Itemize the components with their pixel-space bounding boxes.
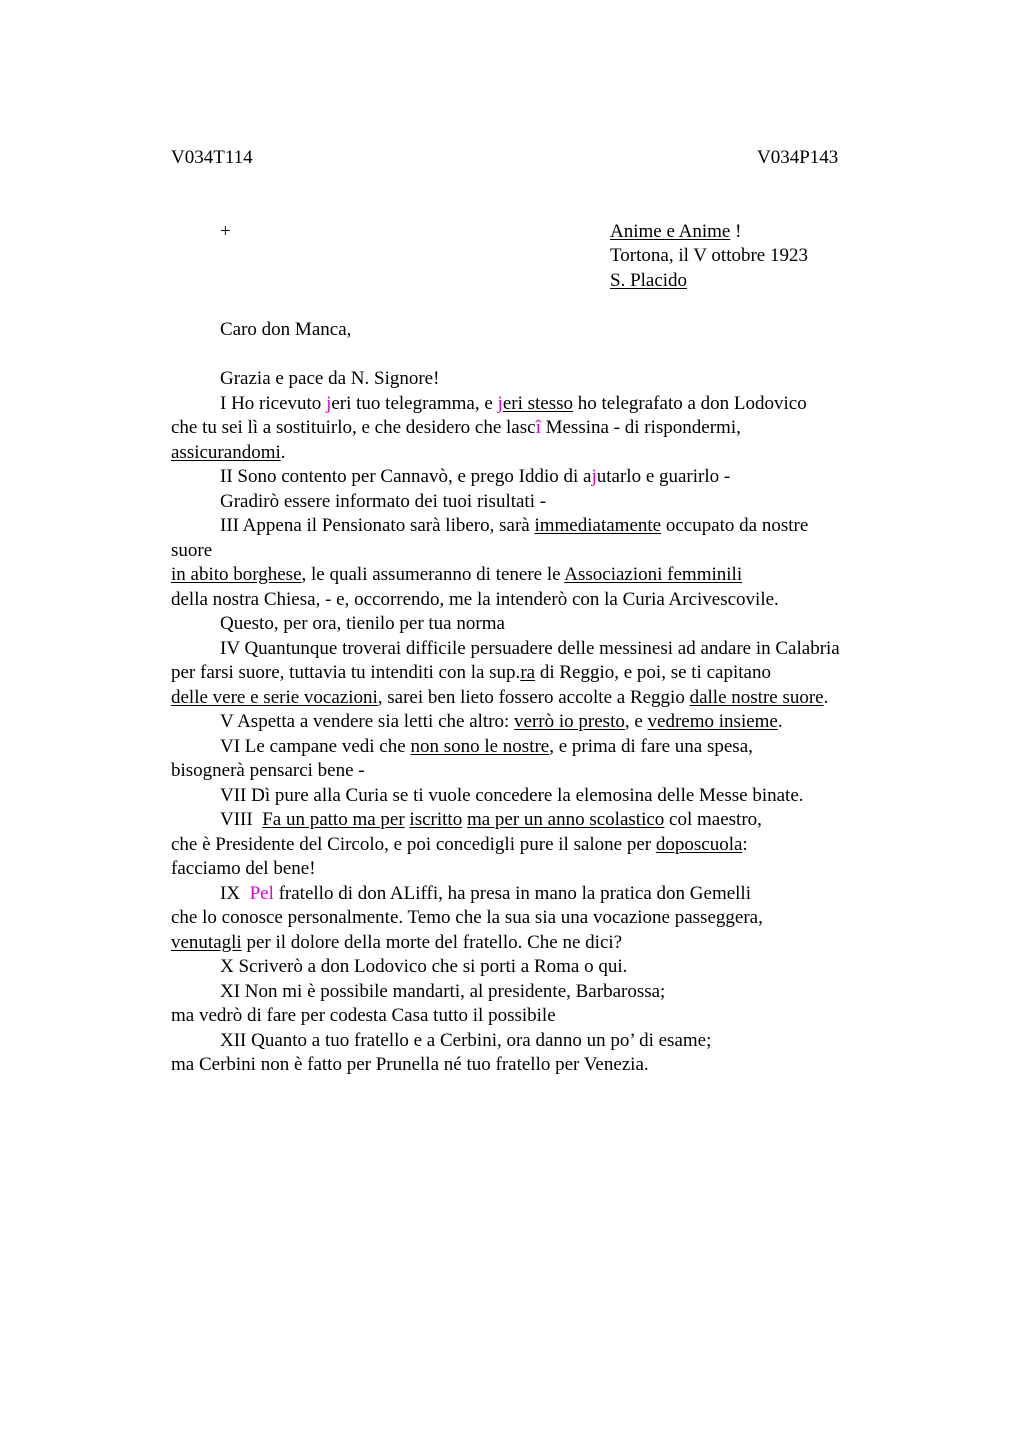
underlined-phrase: doposcuola (655, 833, 743, 855)
paragraph-12-line-2: ma Cerbini non è fatto per Prunella né tuo fratello per Venezia. (171, 1054, 649, 1075)
salutation: Caro don Manca, (220, 319, 352, 340)
highlighted-letter: j (326, 392, 332, 414)
paragraph-7-line-1: VII Dì pure alla Curia se ti vuole concedere la elemosina delle Messe binate. (220, 784, 804, 806)
paragraph-2-line-1 (171, 465, 931, 490)
underlined-phrase: delle vere e serie vocazioni (171, 686, 378, 708)
paragraph-11-line-1: XI Non mi è possibile mandarti, al presidente, Barbarossa; (220, 980, 666, 1002)
paragraph-3-line-4: della nostra Chiesa, - e, occorrendo, me la intenderò con la Curia Arcivescovile. (171, 588, 779, 610)
underlined-phrase: verrò io presto (514, 711, 625, 732)
paragraph-3-line-3 (171, 563, 931, 588)
paragraph-9-line-1 (171, 882, 931, 907)
text-run: occupato da nostre (661, 515, 809, 536)
text-run: col maestro, (664, 809, 762, 830)
underlined-phrase: ma per un anno scolastico (466, 809, 665, 830)
paragraph-1-line-2 (171, 416, 931, 441)
saint-day (610, 269, 687, 294)
underlined-phrase: in abito borghese (171, 564, 302, 585)
letter-body (171, 367, 931, 1078)
text-run: . (777, 711, 783, 732)
underlined-phrase: vedremo insieme (647, 711, 778, 732)
highlighted-letter: î (535, 417, 541, 438)
text-run: II Sono contento per Cannavò, e prego Iddio di a (220, 466, 592, 487)
paragraph-3-line-1 (171, 514, 931, 539)
text-run: . (280, 441, 286, 463)
paragraph-4-line-2 (171, 661, 931, 686)
paragraph-3-line-5: Questo, per ora, tienilo per tua norma (220, 613, 505, 634)
paragraph-8-line-2 (171, 833, 931, 858)
text-run: ho telegrafato a don Lodovico (573, 392, 807, 414)
place-date: Tortona, il V ottobre 1923 (610, 245, 808, 266)
highlighted-letter: j (591, 466, 597, 487)
text-run: Messina - di rispondermi, (540, 417, 741, 438)
text-run: fratello di don ALiffi, ha presa in mano la pratica don Gemelli (273, 882, 751, 904)
paragraph-8-line-1 (171, 808, 931, 833)
paragraph-6-line-1 (171, 735, 931, 760)
paragraph-12-line-1: XII Quanto a tuo fratello e a Cerbini, ora danno un po’ di esame; (220, 1029, 712, 1051)
text-run: V Aspetta a vendere sia letti che altro: (220, 711, 515, 732)
text-run: I Ho ricevuto (220, 392, 327, 414)
document-code-right: V034P143 (757, 147, 839, 168)
underlined-phrase: non sono le nostre (410, 735, 550, 757)
motto (610, 220, 741, 245)
paragraph-4-line-3 (171, 686, 931, 711)
underlined-phrase: iscritto (409, 809, 463, 830)
paragraph-6-line-2: bisognerà pensarci bene - (171, 760, 365, 781)
underlined-phrase: assicurandomi (171, 441, 281, 463)
paragraph-5-line-1 (171, 710, 931, 735)
text-run: per il dolore della morte del fratello. Che ne dici? (241, 931, 623, 953)
paragraph-3-line-2: suore (171, 539, 213, 561)
paragraph-11-line-2: ma vedrò di fare per codesta Casa tutto il possibile (171, 1005, 556, 1026)
text-run: di Reggio, e poi, se ti capitano (535, 662, 771, 683)
underlined-phrase: dalle nostre suore (689, 686, 824, 708)
paragraph-4-line-1: IV Quantunque troverai difficile persuadere delle messinesi ad andare in Calabria (220, 637, 840, 659)
motto-underlined: Anime e Anime (610, 221, 731, 242)
paragraph-8-line-3: facciamo del bene! (171, 858, 316, 879)
highlighted-word: Pel (249, 882, 274, 904)
text-run: , le quali assumeranno di tenere le (301, 564, 565, 585)
text-run: IX (220, 882, 250, 904)
text-run: utarlo e guarirlo - (596, 466, 731, 487)
paragraph-9-line-3 (171, 931, 931, 956)
paragraph-1-line-1 (171, 392, 931, 417)
text-run: eri stesso (502, 392, 573, 414)
document-code-left: V034T114 (171, 147, 253, 168)
underlined-phrase: Fa un patto ma per (262, 809, 405, 830)
paragraph-2-line-2: Gradirò essere informato dei tuoi risultati - (220, 490, 547, 512)
underlined-phrase: venutagli (171, 931, 242, 953)
underlined-phrase (498, 393, 573, 414)
text-run: VIII (220, 809, 263, 830)
text-run: : (742, 833, 748, 855)
paragraph-10-line-1: X Scriverò a don Lodovico che si porti a Roma o qui. (220, 956, 628, 977)
highlighted-letter: j (497, 392, 503, 414)
text-run: , e (624, 711, 648, 732)
underlined-abbreviation: ra (520, 662, 536, 683)
greeting: Grazia e pace da N. Signore! (220, 368, 440, 389)
paragraph-9-line-2: che lo conosce personalmente. Temo che la sua sia una vocazione passeggera, (171, 907, 763, 928)
paragraph-1-line-3 (171, 441, 931, 466)
text-run: eri tuo telegramma, e (331, 392, 498, 414)
cross-mark: + (220, 221, 231, 242)
text-run: III Appena il Pensionato sarà libero, sarà (220, 515, 535, 536)
text-run: , sarei ben lieto fossero accolte a Reggio (377, 686, 690, 708)
text-run: che tu sei lì a sostituirlo, e che desidero che lasc (171, 417, 536, 438)
text-run: che è Presidente del Circolo, e poi concedigli pure il salone per (171, 833, 656, 855)
text-run: , e prima di fare una spesa, (549, 735, 753, 757)
underlined-phrase: immediatamente (534, 515, 662, 536)
text-run: per farsi suore, tuttavia tu intenditi con la sup. (171, 662, 521, 683)
saint-name: S. Placido (610, 270, 688, 291)
text-run: . (823, 686, 829, 708)
text-run: VI Le campane vedi che (220, 735, 411, 757)
motto-rest: ! (730, 221, 742, 242)
underlined-phrase: Associazioni femminili (564, 564, 743, 585)
